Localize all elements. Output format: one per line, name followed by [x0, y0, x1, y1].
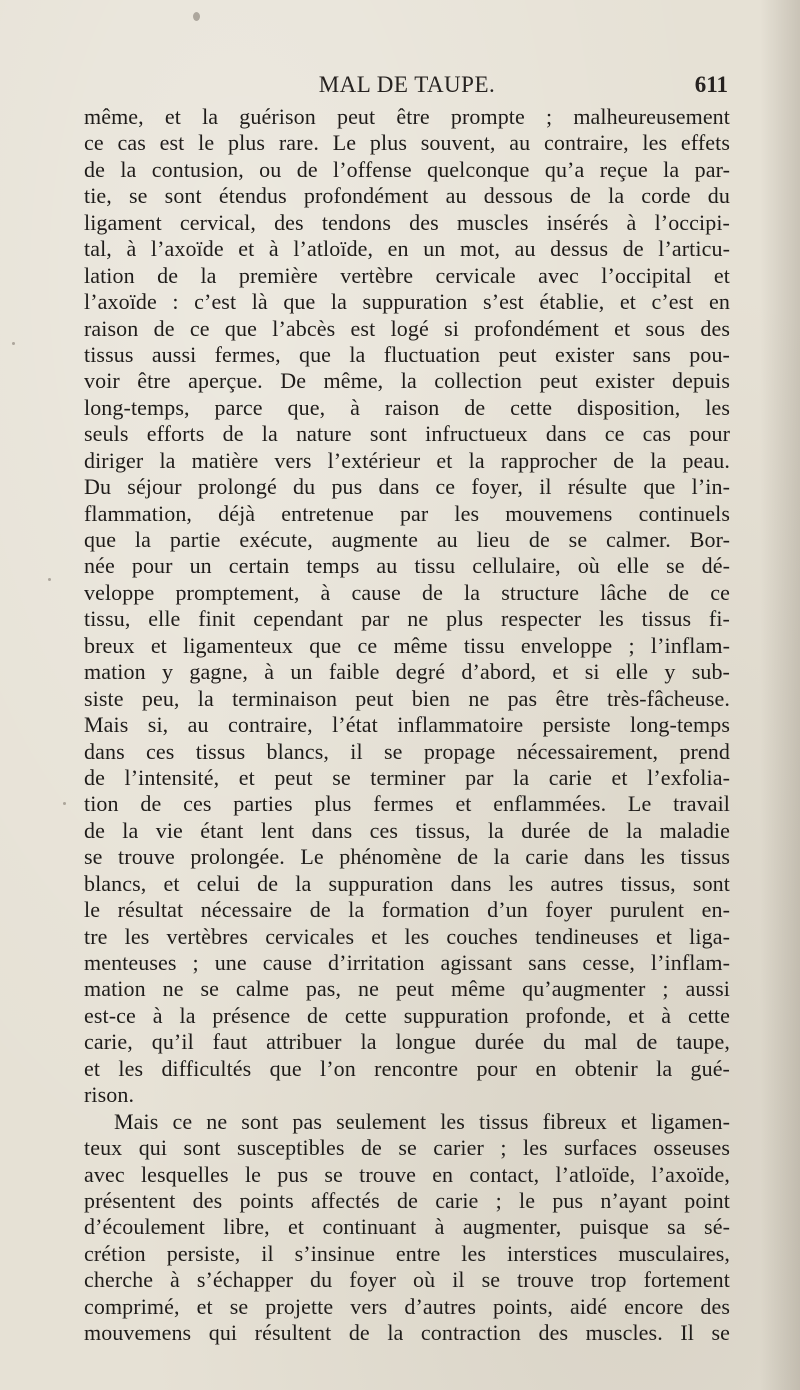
text-line: comprimé, et se projette vers d’autres points, aidé encore des: [84, 1293, 730, 1319]
page-header: [84, 72, 730, 102]
text-line: cherche à s’échapper du foyer où il se trouve trop fortement: [84, 1267, 730, 1293]
text-line: se trouve prolongée. Le phénomène de la carie dans les tissus: [84, 844, 730, 870]
text-line: tissu, elle finit cependant par ne plus respecter les tissus fi-: [84, 606, 730, 632]
text-line: le résultat nécessaire de la formation d’un foyer purulent en-: [84, 897, 730, 923]
text-line: tissus aussi fermes, que la fluctuation peut exister sans pou-: [84, 341, 730, 367]
body-text: [84, 104, 730, 1347]
text-line: ce cas est le plus rare. Le plus souvent, au contraire, les effets: [84, 130, 730, 156]
text-line: même, et la guérison peut être prompte ; malheureusement: [84, 104, 730, 129]
text-line: siste peu, la terminaison peut bien ne pas être très-fâcheuse.: [84, 685, 730, 711]
text-line: Mais ce ne sont pas seulement les tissus fibreux et ligamen-: [114, 1108, 730, 1134]
text-line: blancs, et celui de la suppuration dans les autres tissus, sont: [84, 870, 730, 896]
text-line: menteuses ; une cause d’irritation agissant sans cesse, l’inflam-: [84, 950, 730, 975]
text-line: mation y gagne, à un faible degré d’abord, et si elle y sub-: [84, 659, 730, 685]
text-line: diriger la matière vers l’extérieur et la rapprocher de la peau.: [84, 447, 730, 473]
text-line: d’écoulement libre, et continuant à augmenter, puisque sa sé-: [84, 1214, 730, 1240]
text-line: l’axoïde : c’est là que la suppuration s’est établie, et c’est en: [84, 289, 730, 315]
text-line: née pour un certain temps au tissu cellulaire, où elle se dé-: [84, 553, 730, 579]
text-line: teux qui sont susceptibles de se carier ; les surfaces osseuses: [84, 1135, 730, 1161]
ink-speck: [48, 578, 51, 581]
text-line: flammation, déjà entretenue par les mouvemens continuels: [84, 500, 730, 526]
text-line: rison.: [84, 1082, 135, 1108]
text-line: avec lesquelles le pus se trouve en contact, l’atloïde, l’axoïde,: [84, 1161, 730, 1187]
page-edge-shadow: [760, 0, 800, 1390]
running-title: MAL DE TAUPE.: [318, 72, 496, 97]
text-line: Du séjour prolongé du pus dans ce foyer, il résulte que l’in-: [84, 474, 730, 500]
text-line: breux et ligamenteux que ce même tissu enveloppe ; l’inflam-: [84, 632, 730, 658]
page-number: 611: [694, 72, 728, 97]
text-line: seuls efforts de la nature sont infructueux dans ce cas pour: [84, 421, 730, 447]
ink-speck: [193, 12, 200, 21]
text-line: tion de ces parties plus fermes et enflammées. Le travail: [84, 791, 730, 817]
text-line: ligament cervical, des tendons des muscles insérés à l’occipi-: [84, 209, 730, 235]
text-line: présentent des points affectés de carie ; le pus n’ayant point: [84, 1187, 730, 1213]
text-line: raison de ce que l’abcès est logé si profondément et sous des: [84, 315, 730, 341]
text-line: de la contusion, ou de l’offense quelconque qu’a reçue la par-: [84, 156, 730, 182]
text-line: tie, se sont étendus profondément au dessous de la corde du: [84, 183, 730, 209]
text-line: veloppe promptement, à cause de la structure lâche de ce: [84, 579, 730, 605]
text-line: dans ces tissus blancs, il se propage nécessairement, prend: [84, 738, 730, 764]
text-line: lation de la première vertèbre cervicale avec l’occipital et: [84, 262, 730, 288]
text-line: long-temps, parce que, à raison de cette disposition, les: [84, 394, 730, 420]
text-line: que la partie exécute, augmente au lieu de se calmer. Bor-: [84, 527, 730, 552]
text-line: de l’intensité, et peut se terminer par la carie et l’exfolia-: [84, 764, 730, 790]
text-line: et les difficultés que l’on rencontre pour en obtenir la gué-: [84, 1055, 730, 1081]
text-line: carie, qu’il faut attribuer la longue durée du mal de taupe,: [84, 1029, 730, 1055]
text-line: crétion persiste, il s’insinue entre les interstices musculaires,: [84, 1240, 730, 1266]
text-line: mouvemens qui résultent de la contraction des muscles. Il se: [84, 1320, 730, 1346]
text-line: de la vie étant lent dans ces tissus, la durée de la maladie: [84, 817, 730, 843]
text-line: tal, à l’axoïde et à l’atloïde, en un mot, au dessus de l’articu-: [84, 236, 730, 262]
text-line: est-ce à la présence de cette suppuration profonde, et à cette: [84, 1002, 730, 1028]
text-line: tre les vertèbres cervicales et les couches tendineuses et liga-: [84, 923, 730, 949]
ink-speck: [63, 802, 66, 805]
ink-speck: [12, 342, 15, 345]
text-line: voir être aperçue. De même, la collection peut exister depuis: [84, 368, 730, 394]
text-line: Mais si, au contraire, l’état inflammatoire persiste long-temps: [84, 712, 730, 738]
text-line: mation ne se calme pas, ne peut même qu’augmenter ; aussi: [84, 976, 730, 1002]
